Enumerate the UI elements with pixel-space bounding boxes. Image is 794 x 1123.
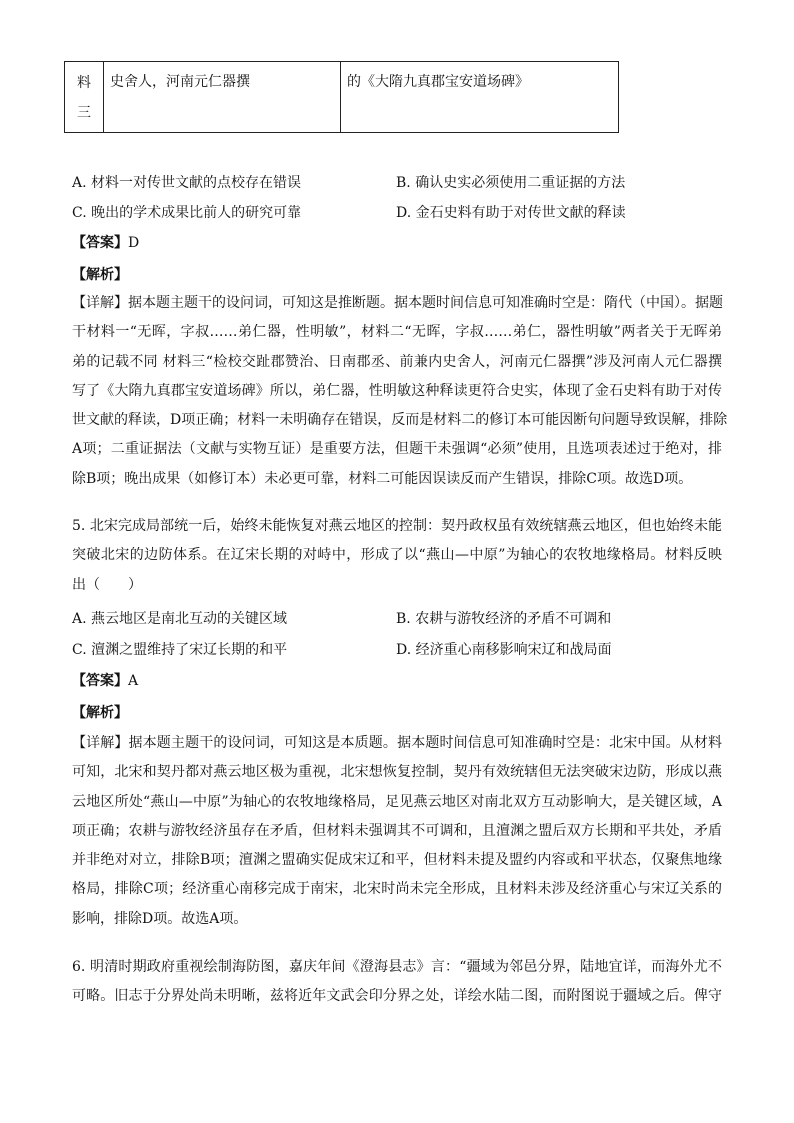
- q5-detail-line: 格局，排除C项；经济重心南移完成于南宋，北宋时尚未完全形成，且材料未涉及经济重心与宋辽关系的: [72, 881, 722, 898]
- q6-stem-line: 可略。旧志于分界处尚未明晰，兹将近年文武会印分界之处，详绘水陆二图，而附图说于疆域之后。俾守: [72, 988, 722, 1005]
- q5-stem-line: 出（ ）: [72, 576, 142, 593]
- q4-analysis-tag: 【解析】: [72, 267, 128, 283]
- q4-option-c: C. 晚出的学术成果比前人的研究可靠: [72, 205, 302, 221]
- q4-option-b: B. 确认史实必须使用二重证据的方法: [396, 175, 626, 191]
- q4-detail-line: 干材料一“无晖，字叔……弟仁器，性明敏”，材料二“无晖，字叔……弟仁，器性明敏”两者关于无晖弟: [72, 324, 722, 341]
- answer-value: A: [128, 673, 139, 689]
- table-label-bottom: 三: [77, 105, 91, 121]
- q5-detail: [72, 729, 722, 934]
- q4-option-a: A. 材料一对传世文献的点校存在错误: [72, 175, 302, 191]
- q4-detail-line: 【详解】据本题主题干的设问词，可知这是推断题。据本题时间信息可知准确时空是：隋代（中国）。据题: [72, 295, 723, 311]
- q4-detail-line: 除B项；晚出成果（如修订本）未必更可靠，材料二可能因误读反而产生错误，排除C项。故选D项。: [72, 470, 693, 487]
- q5-option-d: D. 经济重心南移影响宋辽和战局面: [396, 642, 612, 658]
- q5-stem-line: 5. 北宋完成局部统一后，始终未能恢复对燕云地区的控制：契丹政权虽有效统辖燕云地区，但也始终未能: [72, 518, 722, 534]
- answer-value: D: [128, 235, 140, 251]
- q5-stem-line: 突破北宋的边防体系。在辽宋长期的对峙中，形成了以“燕山—中原”为轴心的农牧地缘格局。材料反映: [72, 547, 722, 564]
- q4-answer: [72, 233, 139, 253]
- table-label-top: 料: [77, 75, 91, 91]
- q4-detail: [72, 289, 728, 494]
- q5-answer: [72, 671, 138, 691]
- q5-analysis-tag: 【解析】: [72, 705, 128, 721]
- q5-stem: [72, 512, 722, 600]
- q5-detail-line: 项正确；农耕与游牧经济虽存在矛盾，但材料未强调其不可调和，且澶渊之盟后双方长期和平共处，矛盾: [72, 822, 722, 839]
- q5-option-a: A. 燕云地区是南北互动的关键区域: [72, 611, 288, 627]
- material-table: [64, 61, 619, 133]
- q4-detail-line: 世文献的释读，D项正确；材料一未明确存在错误，反而是材料二的修订本可能因断句问题导致误解，排除: [72, 412, 728, 429]
- q5-detail-line: 可知，北宋和契丹都对燕云地区极为重视，北宋想恢复控制，契丹有效统辖但无法突破宋边防，形成以燕: [72, 764, 722, 781]
- q6-stem: [72, 953, 722, 1012]
- q5-detail-line: 云地区所处“燕山—中原”为轴心的农牧地缘格局，足见燕云地区对南北双方互动影响大，是关键区域，A: [72, 793, 722, 810]
- answer-tag: 【答案】: [72, 673, 128, 689]
- q4-detail-line: 弟的记载不同 材料三“检校交趾郡赞治、日南郡丞、前兼内史舍人，河南元仁器撰”涉及河南人元仁器撰: [72, 353, 722, 370]
- q5-detail-line: 并非绝对对立，排除B项；澶渊之盟确实促成宋辽和平，但材料未提及盟约内容或和平状态，仅聚焦地缘: [72, 852, 722, 869]
- q4-detail-line: 写了《大隋九真郡宝安道场碑》所以，弟仁器，性明敏这种释读更符合史实，体现了金石史料有助于对传: [72, 382, 722, 399]
- q4-detail-line: A项；二重证据法（文献与实物互证）是重要方法，但题干未强调“必须”使用，且选项表述过于绝对，排: [72, 441, 722, 458]
- table-cell-3: 的《大隋九真郡宝安道场碑》: [347, 74, 529, 90]
- q5-detail-line: 【详解】据本题主题干的设问词，可知这是本质题。据本题时间信息可知准确时空是：北宋中国。从材料: [72, 735, 722, 751]
- q6-stem-line: 6. 明清时期政府重视绘制海防图，嘉庆年间《澄海县志》言：“疆域为邻邑分界，陆地宜详，而海外尤不: [72, 959, 722, 975]
- q4-option-d: D. 金石史料有助于对传世文献的释读: [396, 205, 626, 221]
- q5-option-b: B. 农耕与游牧经济的矛盾不可调和: [396, 611, 612, 627]
- q5-option-c: C. 澶渊之盟维持了宋辽长期的和平: [72, 642, 288, 658]
- table-cell-2: 史舍人，河南元仁器撰: [104, 62, 341, 132]
- table-label-cell: [65, 62, 104, 132]
- q5-detail-line: 影响，排除D项。故选A项。: [72, 910, 248, 927]
- answer-tag: 【答案】: [72, 235, 128, 251]
